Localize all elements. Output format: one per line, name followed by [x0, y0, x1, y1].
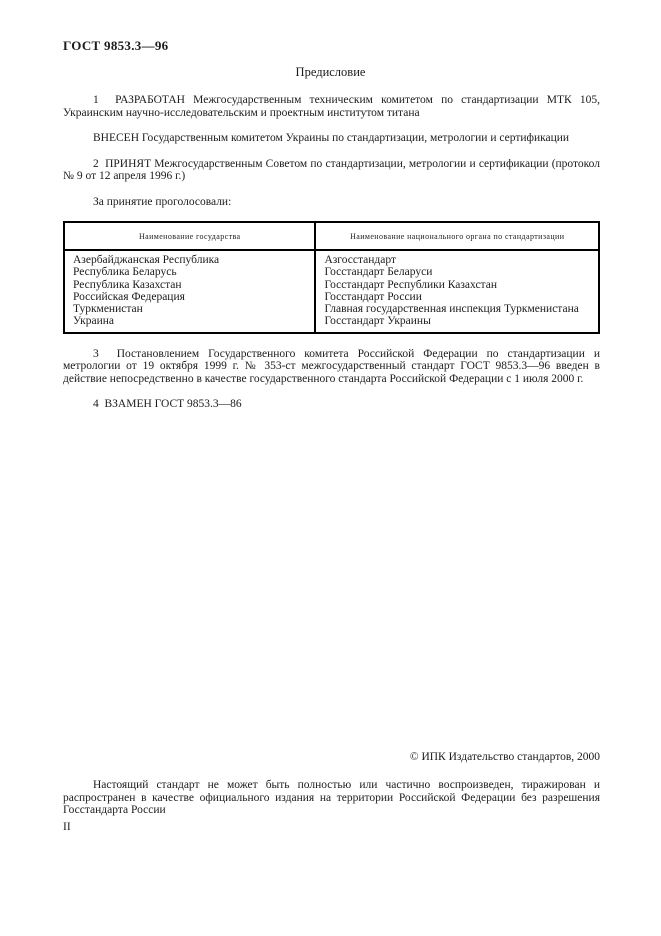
reproduction-disclaimer: Настоящий стандарт не может быть полностью или частично воспроизведен, тиражирован и распространен в качестве официального издания на территории Российской Федерации без разрешения Госстандарта России: [63, 779, 600, 816]
state-name: Украина: [73, 315, 114, 328]
voting-table-bodies-cell: [315, 250, 599, 333]
voting-table-header-row: [64, 222, 599, 250]
state-name: Азербайджанская Республика: [73, 254, 220, 266]
paragraph-developed: 1 РАЗРАБОТАН Межгосударственным техническим комитетом по стандартизации МТК 105, Украинским научно-исследовательским и проектным институтом титана: [63, 94, 600, 119]
page-content: [63, 94, 600, 424]
standards-body-name: Госстандарт России: [324, 290, 422, 303]
paragraph-submitted: ВНЕСЕН Государственным комитетом Украины по стандартизации, метрологии и сертификации: [93, 132, 570, 144]
paragraph-vote-intro: За принятие проголосовали:: [93, 195, 232, 208]
state-name: Российская Федерация: [73, 290, 185, 303]
state-name: Республика Беларусь: [73, 266, 177, 279]
standards-body-name: Азгосстандарт: [324, 254, 396, 266]
voting-table-body-row: [64, 250, 599, 333]
standards-body-name: Госстандарт Республики Казахстан: [324, 278, 497, 291]
paragraph-adopted: 2 ПРИНЯТ Межгосударственным Советом по стандартизации, метрологии и сертификации (протокол № 9 от 12 апреля 1996 г.): [63, 157, 600, 182]
state-name: Республика Казахстан: [73, 278, 182, 291]
standards-body-name: Главная государственная инспекция Туркменистана: [324, 303, 579, 316]
voting-table-header-state: Наименование государства: [64, 222, 315, 250]
voting-table-header-body: Наименование национального органа по стандартизации: [315, 222, 599, 250]
voting-table: [63, 221, 600, 334]
standards-body-name: Госстандарт Украины: [324, 315, 431, 328]
voting-table-states-cell: [64, 250, 315, 333]
paragraph-replaces: 4 ВЗАМЕН ГОСТ 9853.3—86: [93, 398, 242, 411]
paragraph-decree: 3 Постановлением Государственного комитета Российской Федерации по стандартизации и метрологии от 19 октября 1999 г. № 353-ст межгосударственный стандарт ГОСТ 9853.3—96 введен в действие непосредственно в качестве государственного стандарта Российской Федерации с 1 июля 2000 г.: [63, 347, 600, 385]
copyright-notice: © ИПК Издательство стандартов, 2000: [409, 751, 600, 763]
page-number: II: [63, 821, 71, 833]
state-name: Туркменистан: [73, 303, 143, 316]
page-title: Предисловие: [295, 65, 366, 79]
standards-body-name: Госстандарт Беларуси: [324, 266, 433, 279]
doc-code: ГОСТ 9853.3—96: [63, 38, 169, 53]
